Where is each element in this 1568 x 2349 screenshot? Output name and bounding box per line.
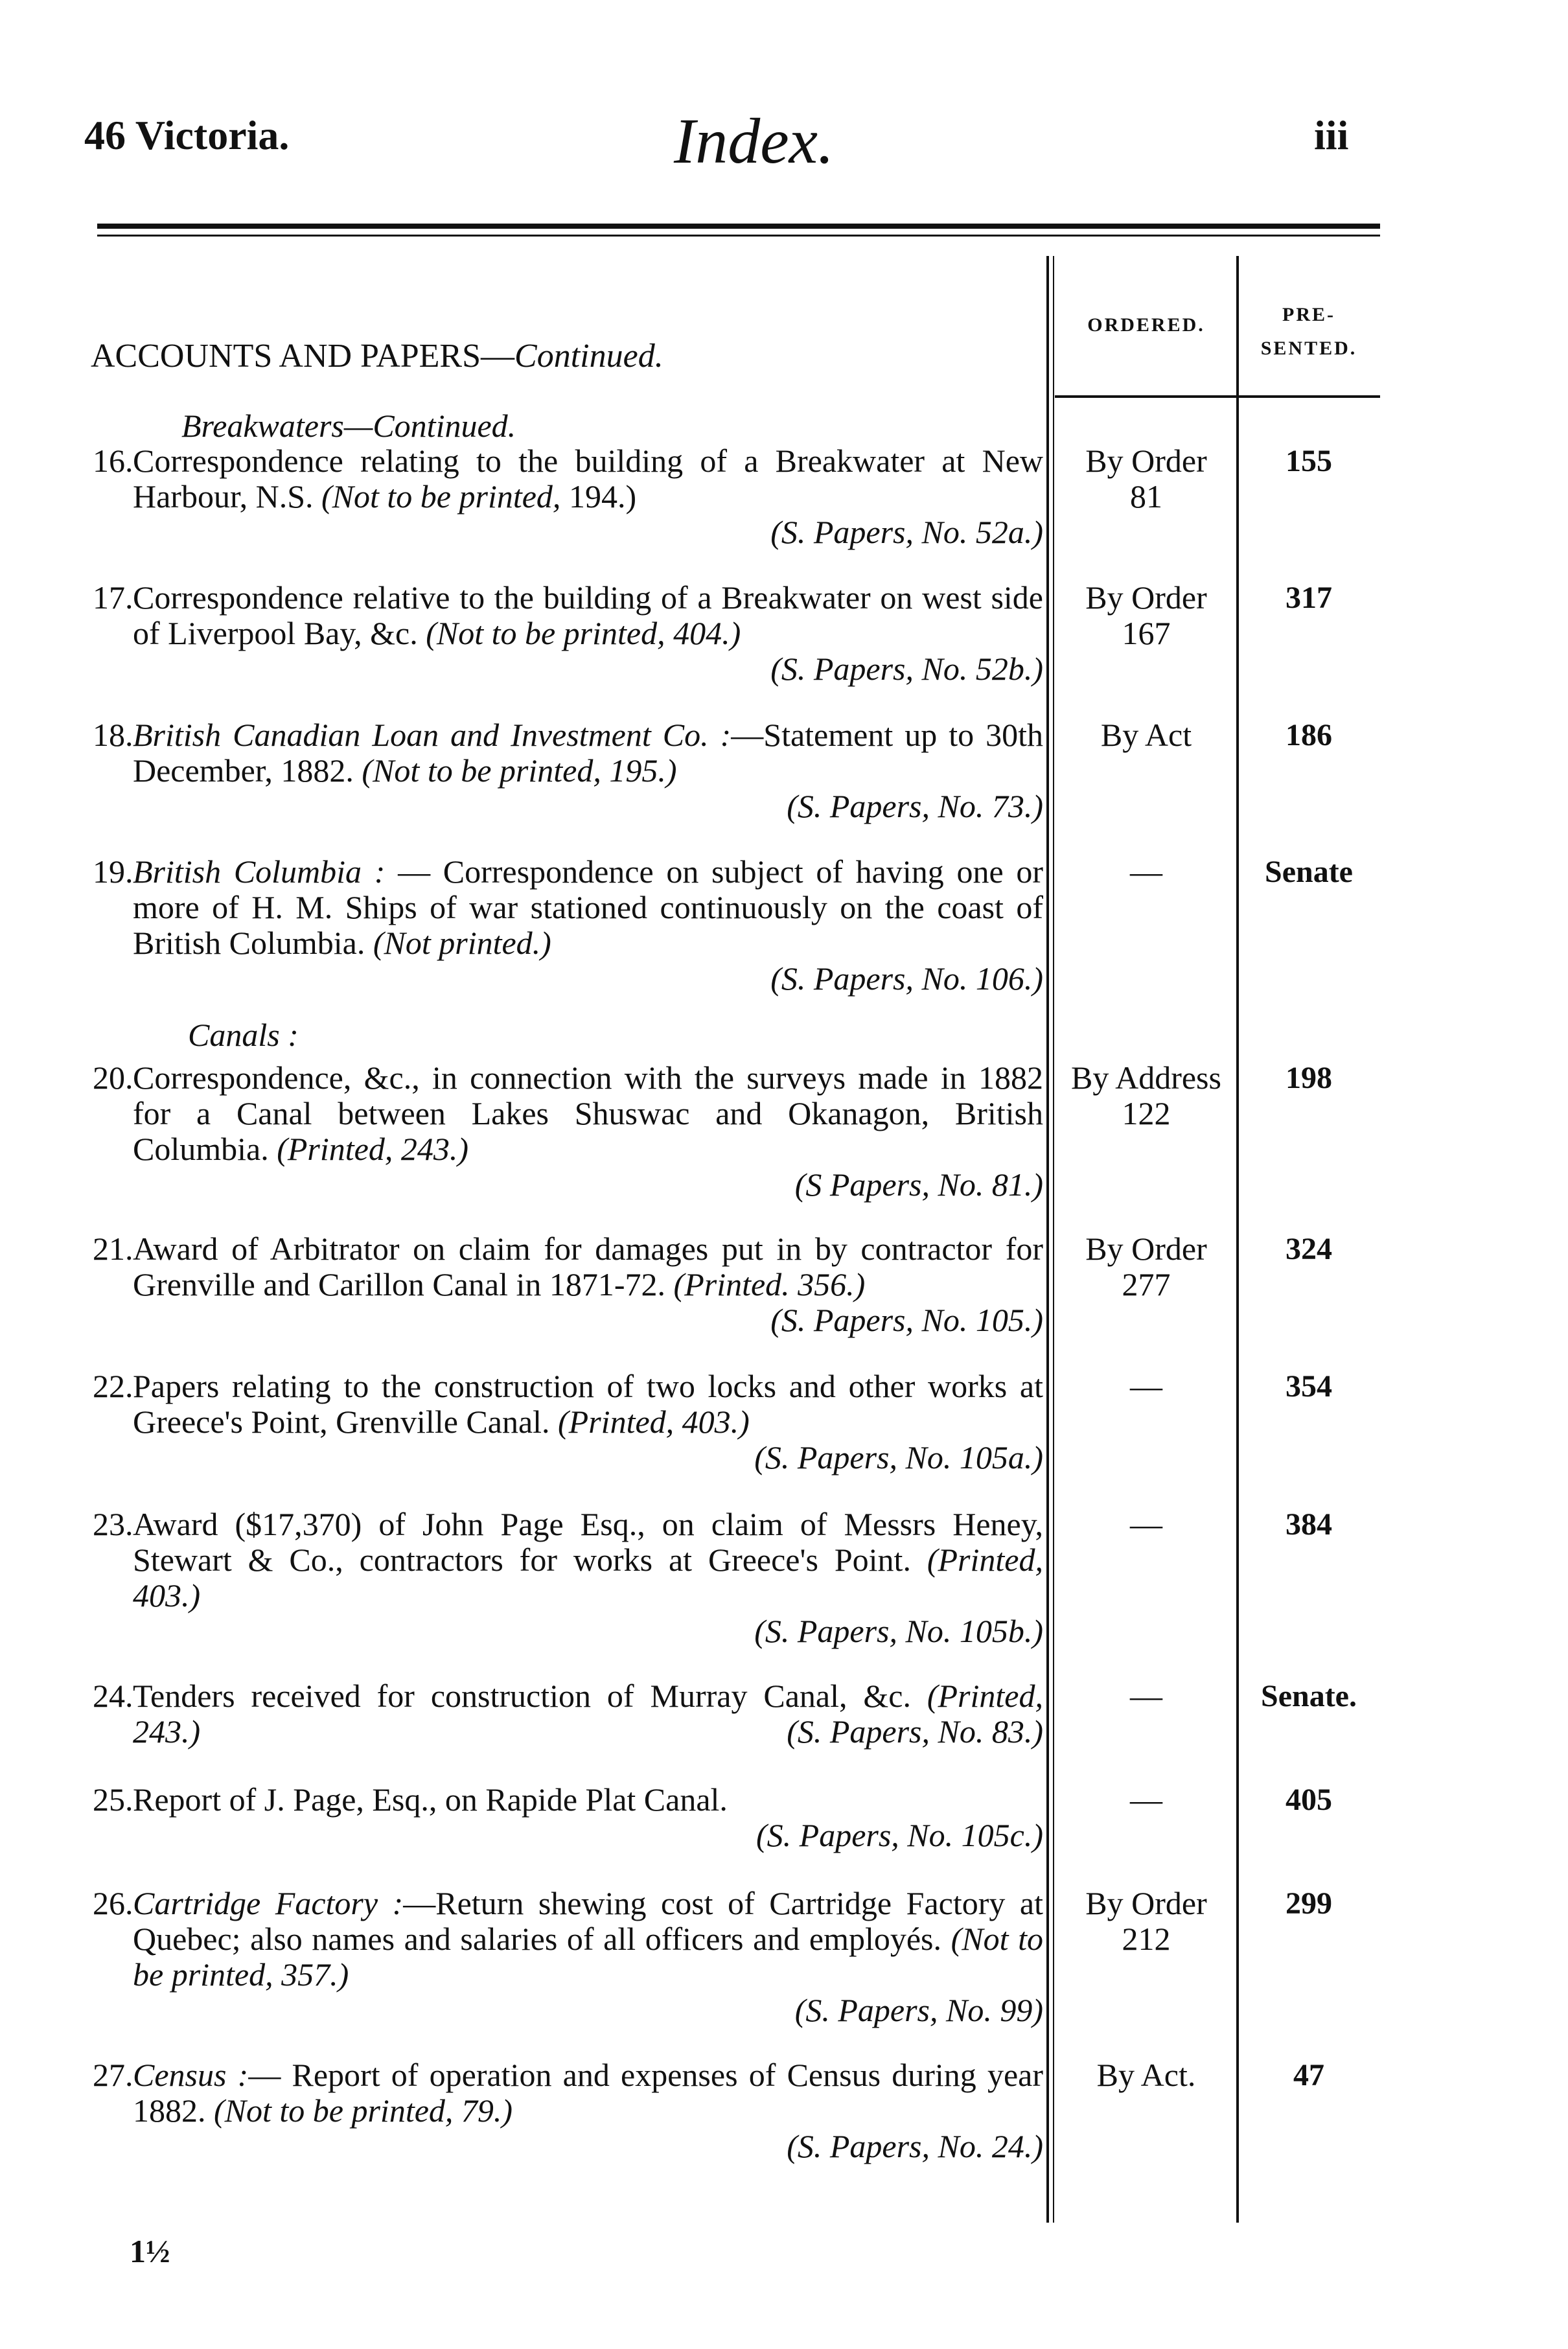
section-title-text: ACCOUNTS AND PAPERS— [91,338,515,375]
entry-ordered [1056,1369,1236,1404]
entry-lead: British Canadian Loan and Investment Co. : [133,717,732,753]
entry-ordered [1056,2057,1236,2093]
ordered-type: — [1130,853,1162,890]
entry-presented: Senate. [1261,1679,1357,1713]
entry-text: Correspondence, &c., in connection with the surveys made in 1882 for a Canal between Lakes Shuswac and Okanagon, British Columbia. [133,1059,1043,1167]
entry-number: 21. [93,1231,133,1267]
entry-reference: (S. Papers, No. 52b.) [770,651,1043,687]
entry-number: 22. [93,1368,133,1404]
ordered-type: — [1130,1506,1162,1542]
ordered-type: By Act [1100,717,1192,753]
presented-column-heading [1238,298,1380,365]
presented-heading-line2: SENTED. [1260,338,1357,359]
entry-reference: (S. Papers, No. 24.) [787,2128,1043,2164]
running-header-title: Index. [674,105,835,177]
ordered-type: — [1130,1781,1162,1818]
entry-lead: British Columbia : [133,853,386,890]
ordered-type: By Order [1085,1885,1207,1921]
ordered-number: 122 [1122,1095,1171,1131]
entry-ordered [1056,717,1236,753]
ordered-type: By Act. [1096,2057,1196,2093]
entry-presented: Senate [1265,855,1353,889]
entry-number: 25. [93,1781,133,1818]
entry-text: Tenders received for construction of Murray Canal, &c. [133,1678,911,1714]
entry-note: (Printed, 403.) [558,1404,750,1440]
entry-reference: (S. Papers, No. 106.) [770,960,1043,997]
running-header-left: 46 Victoria. [84,112,290,158]
entry-text: Papers relating to the construction of two locks and other works at Greece's Point, Grenville Canal. [133,1368,1043,1440]
column-heading-rule [1055,395,1380,398]
index-entry [93,443,1043,550]
entry-lead: Cartridge Factory : [133,1885,404,1921]
entry-reference: (S. Papers, No. 99) [794,1992,1043,2028]
entry-text: — Report of operation and expenses of Census during year 1882. [133,2057,1043,2129]
entry-text: Award ($17,370) of John Page Esq., on claim of Messrs Heney, Stewart & Co., contractors for works at Greece's Point. [133,1506,1043,1578]
subhead-breakwaters: Breakwaters—Continued. [181,408,516,444]
index-entry [93,1885,1043,2028]
entry-presented: 299 [1286,1886,1332,1921]
section-title [91,337,663,375]
entry-note: (Not to be printed, 195.) [362,752,677,789]
entry-ordered [1056,1782,1236,1818]
entry-presented: 198 [1286,1061,1332,1095]
page-number: iii [1314,112,1349,158]
ordered-type: By Order [1085,1231,1207,1267]
index-entry [93,717,1043,824]
index-entry [93,1231,1043,1338]
entry-ordered [1056,1678,1236,1714]
entry-ordered [1056,1231,1236,1302]
entry-reference: (S. Papers, No. 105c.) [756,1817,1043,1853]
section-title-continued: Continued. [514,338,663,375]
header-rule-thick [97,224,1380,229]
entry-note: (Printed, 243.) [277,1131,468,1167]
index-entry [93,853,1043,997]
index-entry [93,1368,1043,1475]
entry-ordered [1056,854,1236,890]
entry-reference: (S. Papers, No. 52a.) [770,514,1043,550]
index-entry [93,1781,1043,1853]
entry-ordered [1056,580,1236,651]
entry-note: (Not to be printed, 404.) [426,615,741,651]
entry-presented: 186 [1286,718,1332,752]
entry-note-continued: 194.) [568,478,637,515]
ordered-number: 81 [1130,478,1162,515]
header-rule-thin [97,235,1380,237]
entry-text: —Statement up to 30th December, 1882. [133,717,1043,789]
entry-text: Correspondence relative to the building of a Breakwater on west side of Liverpool Bay, &c. [133,579,1043,651]
ordered-number: 167 [1122,615,1171,651]
entry-number: 16. [93,443,133,479]
entry-number: 27. [93,2057,133,2093]
entry-number: 19. [93,853,133,890]
entry-note: (Not to be printed, 357.) [133,1921,1043,1993]
ordered-column-heading: ORDERED. [1087,314,1205,336]
entry-presented: 354 [1286,1369,1332,1404]
entry-ordered [1056,1060,1236,1131]
index-entry [93,1506,1043,1649]
entry-reference: (S. Papers, No. 105b.) [754,1613,1043,1649]
entry-text: Correspondence relating to the building of a Breakwater at New Harbour, N.S. [133,443,1043,515]
entry-presented: 405 [1286,1783,1332,1817]
entry-note: (Printed. 356.) [673,1266,866,1302]
ordered-type: — [1130,1368,1162,1404]
entry-reference: (S. Papers, No. 105.) [770,1302,1043,1338]
entry-number: 23. [93,1506,133,1542]
ordered-type: — [1130,1678,1162,1714]
entry-presented: 384 [1286,1507,1332,1542]
entry-lead: Census : [133,2057,249,2093]
entry-number: 20. [93,1059,133,1096]
entry-reference: (S Papers, No. 81.) [794,1166,1043,1203]
entry-text: Award of Arbitrator on claim for damages put in by contractor for Grenville and Carillon Canal in 1871-72. [133,1231,1043,1302]
ordered-type: By Order [1085,579,1207,616]
subhead-canals: Canals : [188,1017,299,1053]
entry-note: (Not to be printed, 79.) [214,2092,513,2129]
entry-reference: (S. Papers, No. 83.) [787,1713,1043,1750]
entry-note: (Not printed.) [373,925,551,961]
entry-ordered [1056,1886,1236,1957]
index-entry [93,1059,1043,1203]
entry-text: Report of J. Page, Esq., on Rapide Plat Canal. [133,1781,728,1818]
entry-text: — Correspondence on subject of having one or more of H. M. Ships of war stationed continuously on the coast of British Columbia. [133,853,1043,961]
index-entry [93,579,1043,687]
entry-ordered [1056,1507,1236,1542]
column-rule-left-inner [1053,256,1054,2223]
index-entry [93,1678,1043,1750]
index-entry [93,2057,1043,2164]
entry-reference: (S. Papers, No. 73.) [787,788,1043,824]
entry-number: 17. [93,579,133,616]
entry-presented: 155 [1286,444,1332,478]
entry-ordered [1056,443,1236,515]
entry-note: (Printed, 243.) [133,1678,1043,1750]
entry-number: 18. [93,717,133,753]
entry-note: (Not to be printed, [321,478,561,515]
ordered-number: 277 [1122,1266,1171,1302]
entry-presented: 317 [1286,581,1332,615]
column-rule-left [1046,256,1049,2223]
ordered-type: By Order [1085,443,1207,479]
printer-signature-mark: 1½ [130,2233,170,2269]
ordered-type: By Address [1071,1059,1221,1096]
entry-presented: 324 [1286,1232,1332,1266]
ordered-number: 212 [1122,1921,1171,1957]
entry-reference: (S. Papers, No. 105a.) [754,1439,1043,1475]
entry-note: (Printed, 403.) [133,1542,1043,1614]
presented-heading-line1: PRE- [1282,304,1335,325]
entry-number: 26. [93,1885,133,1921]
entry-text: —Return shewing cost of Cartridge Factory at Quebec; also names and salaries of all officers and employés. [133,1885,1043,1957]
entry-number: 24. [93,1678,133,1714]
entry-presented: 47 [1293,2058,1324,2092]
